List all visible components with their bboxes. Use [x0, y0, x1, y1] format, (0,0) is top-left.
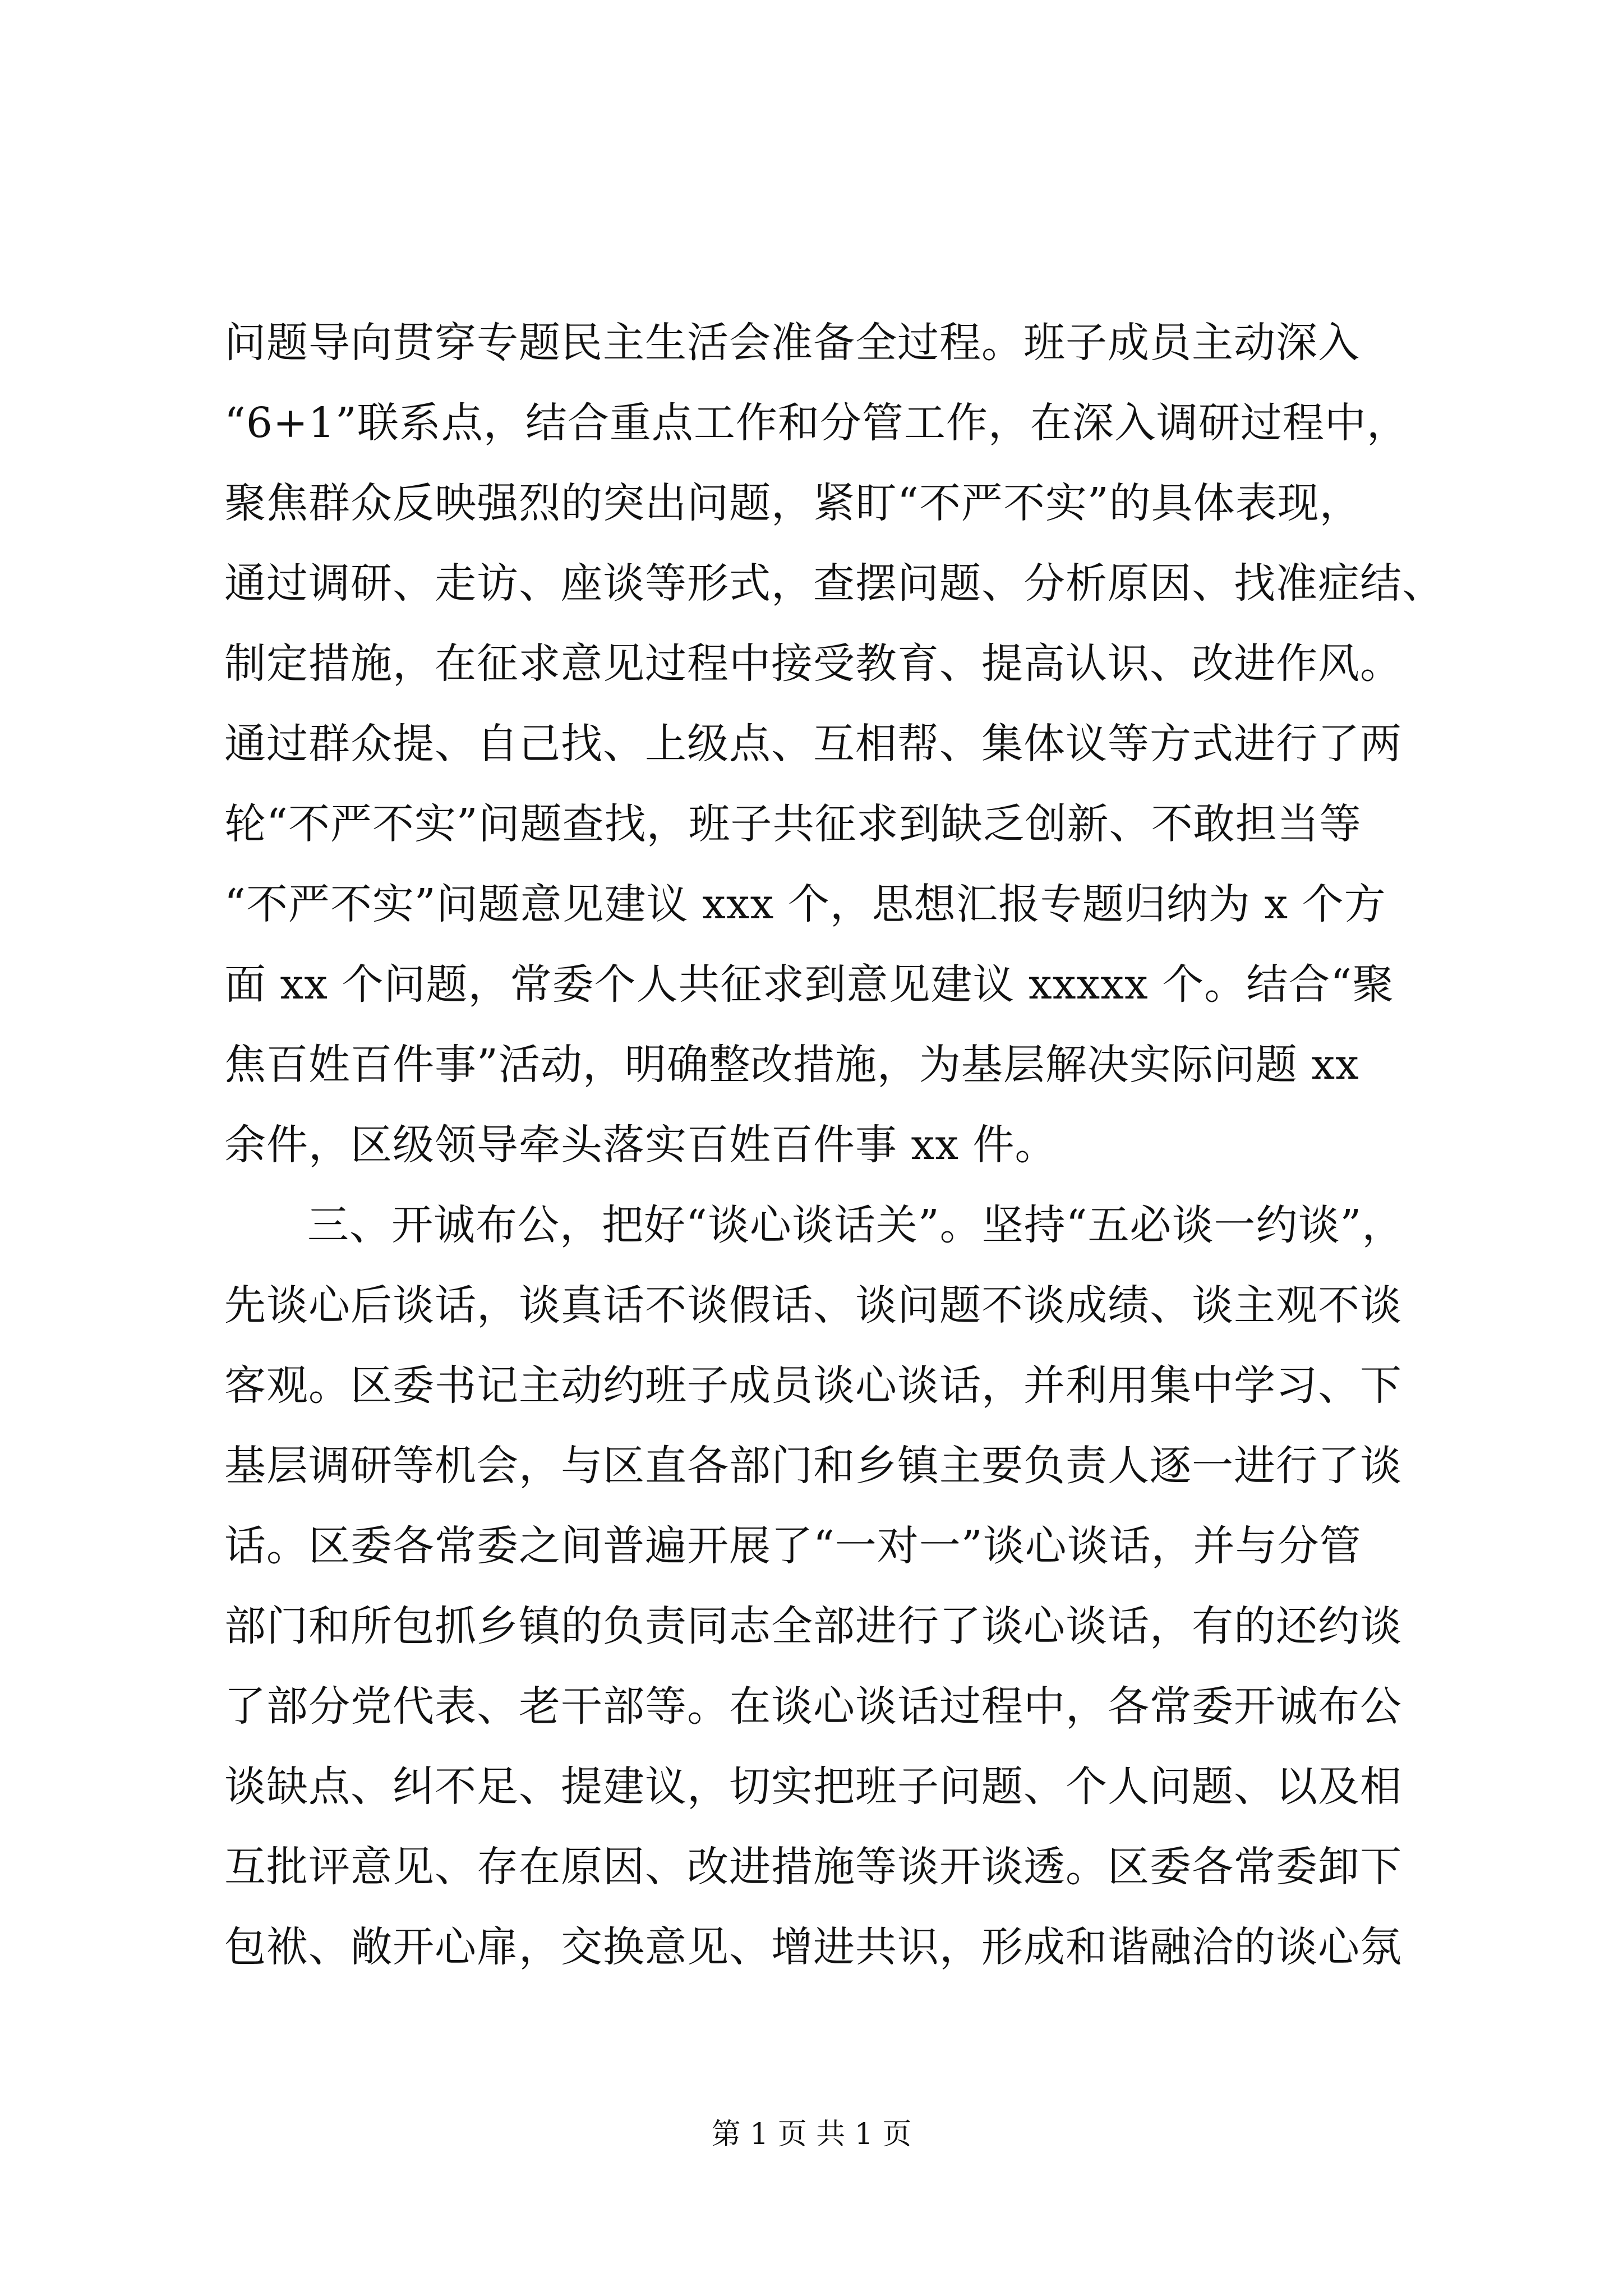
text-line: 面 xx 个问题，常委个人共征求到意见建议 xxxxx 个。结合“聚: [224, 960, 1395, 1009]
page-number-label: 第 1 页 共 1 页: [711, 2118, 912, 2151]
document-body: [224, 303, 1444, 1987]
text-line: 谈缺点、纠不足、提建议，切实把班子问题、个人问题、以及相: [224, 1763, 1402, 1811]
text-line: 问题导向贯穿专题民主生活会准备全过程。班子成员主动深入: [224, 319, 1360, 367]
text-line: 制定措施，在征求意见过程中接受教育、提高认识、改进作风。: [224, 639, 1402, 688]
text-line: 通过调研、走访、座谈等形式，查摆问题、分析原因、找准症结、: [224, 559, 1444, 608]
page-footer: [0, 2115, 1623, 2154]
text-line: 互批评意见、存在原因、改进措施等谈开谈透。区委各常委卸下: [224, 1843, 1402, 1891]
text-line: 焦百姓百件事”活动，明确整改措施，为基层解决实际问题 xx: [224, 1041, 1359, 1089]
text-line: 了部分党代表、老干部等。在谈心谈话过程中，各常委开诚布公: [224, 1682, 1402, 1731]
text-line: 轮“不严不实”问题查找，班子共征求到缺乏创新、不敢担当等: [224, 800, 1362, 848]
text-line: 基层调研等机会，与区直各部门和乡镇主要负责人逐一进行了谈: [224, 1442, 1402, 1490]
text-line: “不严不实”问题意见建议 xxx 个，思想汇报专题归纳为 x 个方: [224, 880, 1386, 928]
text-line: 话。区委各常委之间普遍开展了“一对一”谈心谈话，并与分管: [224, 1522, 1362, 1570]
text-line: 先谈心后谈话，谈真话不谈假话、谈问题不谈成绩、谈主观不谈: [224, 1281, 1402, 1329]
text-line: 客观。区委书记主动约班子成员谈心谈话，并利用集中学习、下: [224, 1361, 1402, 1410]
text-line: 包袱、敞开心扉，交换意见、增进共识，形成和谐融洽的谈心氛: [224, 1923, 1402, 1971]
text-line: 聚焦群众反映强烈的突出问题，紧盯“不严不实”的具体表现，: [224, 479, 1362, 527]
section-heading-line: 三、开诚布公，把好“谈心谈话关”。坚持“五必谈一约谈”，: [307, 1201, 1404, 1249]
text-line: 余件，区级领导牵头落实百姓百件事 xx 件。: [224, 1121, 1057, 1169]
text-line: “6+1”联系点，结合重点工作和分管工作，在深入调研过程中，: [224, 399, 1409, 447]
text-line: 通过群众提、自己找、上级点、互相帮、集体议等方式进行了两: [224, 720, 1402, 768]
text-line: 部门和所包抓乡镇的负责同志全部进行了谈心谈话，有的还约谈: [224, 1602, 1402, 1650]
